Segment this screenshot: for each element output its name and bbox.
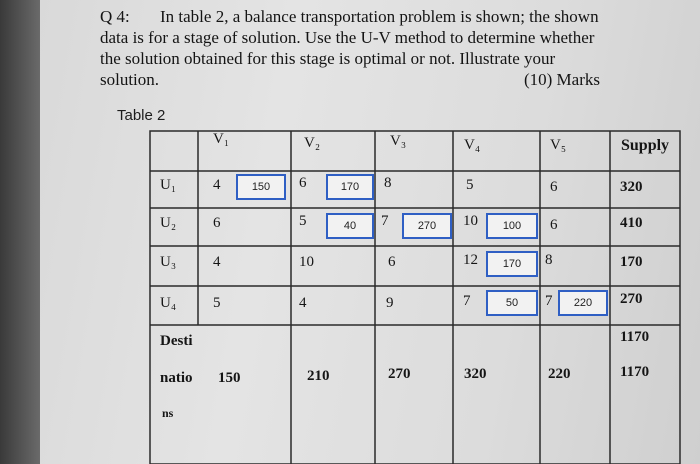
cost-u2-v4: 10	[463, 213, 478, 229]
header-v1: V₁	[213, 131, 230, 147]
cost-u3-v4: 12	[463, 252, 478, 268]
supply-u4: 270	[620, 291, 643, 307]
allocation-u4-v4: 50	[486, 290, 538, 316]
allocation-u3-v4: 170	[486, 251, 538, 277]
row-label-u2: U₂	[160, 215, 177, 231]
total-supply: 1170	[620, 329, 650, 345]
header-v2: V₂	[304, 135, 321, 151]
cost-u1-v3: 8	[384, 175, 392, 191]
cost-u3-v1: 4	[213, 254, 221, 270]
demand-v4: 320	[464, 366, 487, 382]
supply-u3: 170	[620, 254, 643, 270]
row-label-u4: U₄	[160, 295, 177, 311]
cost-u2-v1: 6	[213, 215, 221, 231]
allocation-u4-v5: 220	[558, 290, 608, 316]
row-label-u3: U₃	[160, 254, 177, 270]
allocation-u2-v2: 40	[326, 213, 374, 239]
question-line-4: solution.	[100, 70, 160, 89]
demand-v3: 270	[388, 366, 411, 382]
demand-label-1: Desti	[160, 333, 193, 349]
cost-u2-v3: 7	[381, 213, 389, 229]
allocation-u1-v2: 170	[326, 174, 374, 200]
cost-u4-v3: 9	[386, 295, 394, 311]
cost-u2-v5: 6	[550, 217, 558, 233]
cost-u2-v2: 5	[299, 213, 307, 229]
marks-label: (10) Marks	[523, 70, 600, 89]
cost-u3-v3: 6	[388, 254, 396, 270]
cost-u1-v4: 5	[466, 177, 474, 193]
cost-u1-v1: 4	[213, 177, 221, 193]
header-v4: V₄	[464, 137, 481, 153]
demand-v2: 210	[307, 368, 330, 384]
cost-u1-v2: 6	[299, 175, 307, 191]
cost-u4-v5: 7	[545, 293, 553, 309]
question-number: Q 4:	[100, 7, 130, 26]
header-supply: Supply	[621, 137, 670, 154]
allocation-u2-v4: 100	[486, 213, 538, 239]
row-label-u1: U₁	[160, 177, 177, 193]
header-v5: V₅	[550, 137, 567, 153]
cost-u4-v1: 5	[213, 295, 221, 311]
demand-label-3: ns	[162, 406, 174, 420]
supply-u2: 410	[620, 215, 643, 231]
question-line-1: In table 2, a balance transportation problem is shown; the shown	[160, 7, 599, 26]
question-line-2: data is for a stage of solution. Use the U-V method to determine whether	[100, 28, 595, 47]
table-caption: Table 2	[117, 107, 166, 124]
supply-u1: 320	[620, 179, 643, 195]
cost-u1-v5: 6	[550, 179, 558, 195]
cost-u3-v5: 8	[545, 252, 553, 268]
allocation-u1-v1: 150	[236, 174, 286, 200]
cost-u4-v2: 4	[299, 295, 307, 311]
demand-label-2: natio	[160, 370, 193, 386]
header-v3: V₃	[390, 133, 407, 149]
cost-u4-v4: 7	[463, 293, 471, 309]
total-demand: 1170	[620, 364, 650, 380]
cost-u3-v2: 10	[299, 254, 314, 270]
demand-v1: 150	[218, 370, 241, 386]
allocation-u2-v3: 270	[402, 213, 452, 239]
demand-v5: 220	[548, 366, 571, 382]
question-line-3: the solution obtained for this stage is optimal or not. Illustrate your	[100, 49, 556, 68]
